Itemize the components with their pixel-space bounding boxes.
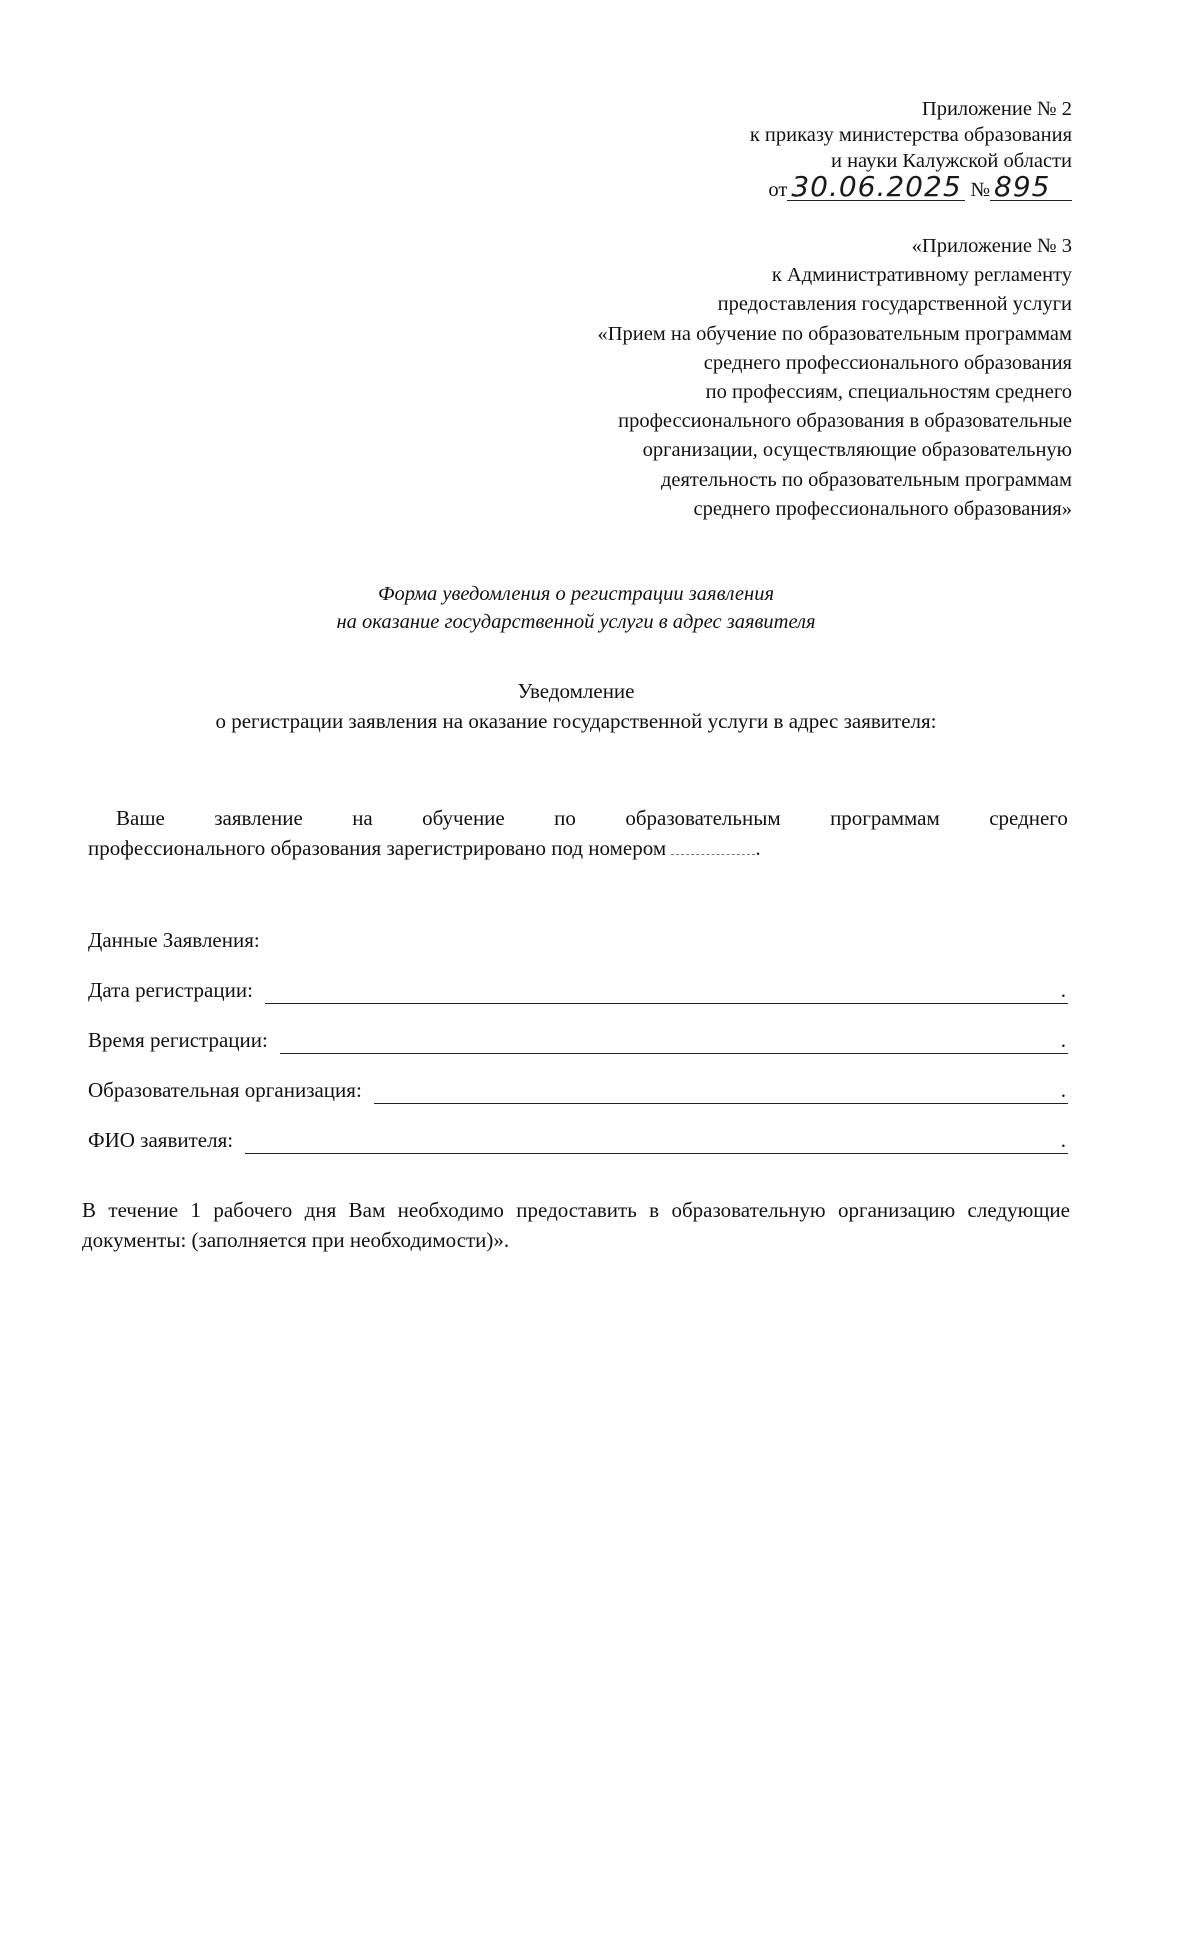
registration-paragraph — [88, 803, 1068, 863]
field-blank-line — [245, 1153, 1068, 1154]
regulation-line: «Прием на обучение по образовательным программам — [597, 322, 1072, 345]
form-title-line: на оказание государственной услуги в адрес заявителя — [336, 611, 816, 633]
field-label: Дата регистрации: — [88, 978, 253, 1002]
notice-title — [0, 676, 1152, 736]
paragraph-end: . — [755, 836, 761, 860]
registration-number-blank — [671, 840, 755, 855]
regulation-line: к Административному регламенту — [771, 264, 1072, 287]
regulation-line: среднего профессионального образования — [703, 351, 1072, 374]
regulation-line: деятельность по образовательным программам — [660, 468, 1072, 491]
appendix-header — [512, 96, 1072, 204]
order-date-number — [512, 170, 1072, 204]
paragraph-word: обучение — [422, 806, 505, 830]
paragraph-word: Ваше — [116, 806, 165, 830]
field-blank-line — [280, 1053, 1068, 1054]
application-data-header: Данные Заявления: — [88, 928, 260, 952]
regulation-block — [372, 232, 1072, 524]
field-label: Образовательная организация: — [88, 1078, 362, 1102]
appendix-order-ref: к приказу министерства образования — [749, 124, 1072, 146]
paragraph-word: программам — [830, 806, 940, 830]
application-data — [88, 925, 1068, 1175]
field-end: . — [1060, 978, 1066, 1002]
number-label: № — [970, 179, 990, 201]
field-blank-line — [265, 1003, 1068, 1004]
field-end: . — [1060, 1078, 1066, 1102]
field-end: . — [1060, 1028, 1066, 1052]
notice-subheading: о регистрации заявления на оказание государственной услуги в адрес заявителя: — [215, 709, 937, 733]
regulation-line: среднего профессионального образования» — [693, 497, 1072, 520]
paragraph-word: по — [554, 806, 576, 830]
field-registration-date — [88, 975, 1068, 1025]
paragraph-line-1 — [88, 803, 1068, 833]
handwritten-number: 895 — [990, 174, 1072, 201]
appendix-number: Приложение № 2 — [921, 98, 1072, 120]
field-educational-organization — [88, 1075, 1068, 1125]
field-end: . — [1060, 1128, 1066, 1152]
field-label: ФИО заявителя: — [88, 1128, 234, 1152]
form-title — [0, 580, 1152, 636]
regulation-line: предоставления государственной услуги — [717, 293, 1072, 316]
paragraph-word: на — [352, 806, 373, 830]
regulation-line: «Приложение № 3 — [911, 235, 1072, 257]
field-label: Время регистрации: — [88, 1028, 268, 1052]
paragraph-line-2 — [88, 833, 1068, 863]
notice-heading: Уведомление — [517, 679, 635, 703]
paragraph-text: профессионального образования зарегистрировано под номером — [88, 836, 667, 860]
from-label: от — [768, 179, 788, 201]
field-registration-time — [88, 1025, 1068, 1075]
field-applicant-name — [88, 1125, 1068, 1175]
regulation-line: по профессиям, специальностям среднего — [705, 381, 1072, 404]
closing-paragraph: В течение 1 рабочего дня Вам необходимо предоставить в образовательную организацию следующие документы: (заполняется при необходимости)». — [82, 1198, 1070, 1252]
paragraph-word: среднего — [989, 806, 1068, 830]
paragraph-word: образовательным — [625, 806, 781, 830]
handwritten-date: 30.06.2025 — [787, 174, 965, 201]
paragraph-word: заявление — [214, 806, 303, 830]
regulation-line: профессионального образования в образовательные — [618, 410, 1072, 433]
regulation-line: организации, осуществляющие образовательную — [642, 439, 1072, 462]
form-title-line: Форма уведомления о регистрации заявления — [378, 583, 774, 605]
appendix-region: и науки Калужской области — [830, 150, 1072, 172]
field-blank-line — [374, 1103, 1068, 1104]
